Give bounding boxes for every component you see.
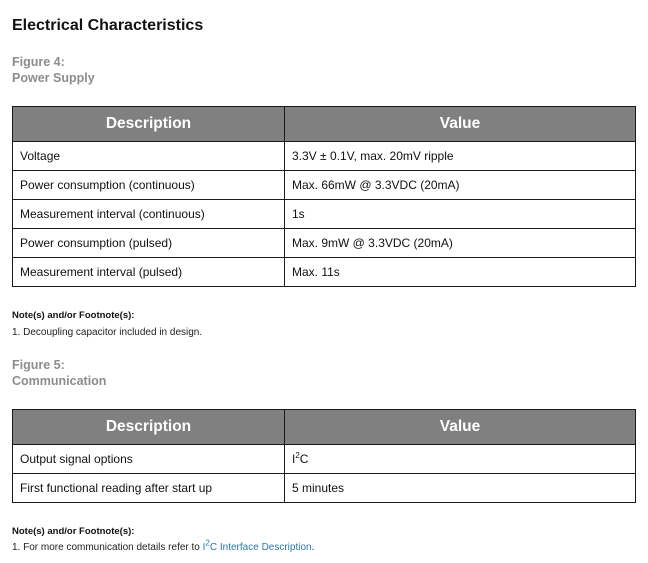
row-description: Power consumption (pulsed): [13, 229, 285, 258]
note-1-text: 1. For more communication details refer to: [12, 542, 203, 553]
row-value: 1s: [285, 200, 636, 229]
row-value: 5 minutes: [285, 474, 636, 503]
row-value: 3.3V ± 0.1V, max. 20mV ripple: [285, 142, 636, 171]
i2c-interface-link[interactable]: [202, 538, 312, 553]
table-row: [13, 142, 636, 171]
figure-4-note-1: 1. Decoupling capacitor included in design.: [12, 327, 203, 338]
figure-5-label: Figure 5:: [12, 358, 65, 372]
section-heading: Electrical Characteristics: [12, 17, 204, 34]
link-prefix[interactable]: I: [202, 542, 206, 553]
row-description: First functional reading after start up: [13, 474, 285, 503]
description-header: Description: [13, 410, 285, 445]
power-supply-table: [12, 106, 636, 287]
value-superscript: 2: [295, 451, 300, 460]
row-value: [285, 445, 636, 474]
note-1-end: .: [311, 542, 315, 553]
communication-table: [12, 409, 636, 503]
link-superscript[interactable]: 2: [205, 538, 210, 548]
value-prefix: I: [292, 452, 296, 466]
table-row: [13, 258, 636, 287]
row-value: Max. 11s: [285, 258, 636, 287]
table-header-row: [13, 107, 636, 142]
row-description: Measurement interval (pulsed): [13, 258, 285, 287]
figure-4-notes-heading: Note(s) and/or Footnote(s):: [12, 310, 135, 321]
table-row: [13, 474, 636, 503]
row-description: Output signal options: [13, 445, 285, 474]
figure-5-title: Communication: [12, 374, 107, 388]
row-value: Max. 9mW @ 3.3VDC (20mA): [285, 229, 636, 258]
table-row: [13, 229, 636, 258]
figure-4-caption: [12, 54, 95, 86]
figure-5-caption: [12, 357, 106, 389]
table-header-row: [13, 410, 636, 445]
value-header: Value: [285, 107, 636, 142]
table-row: [13, 445, 636, 474]
value-suffix: C: [299, 452, 309, 466]
row-value: Max. 66mW @ 3.3VDC (20mA): [285, 171, 636, 200]
row-description: Voltage: [13, 142, 285, 171]
figure-4-title: Power Supply: [12, 71, 95, 85]
table-row: [13, 200, 636, 229]
table-row: [13, 171, 636, 200]
figure-5-notes-heading: Note(s) and/or Footnote(s):: [12, 526, 135, 537]
figure-5-note-1: [12, 538, 315, 553]
row-description: Measurement interval (continuous): [13, 200, 285, 229]
link-suffix[interactable]: C Interface Description: [209, 542, 312, 553]
figure-4-label: Figure 4:: [12, 55, 65, 69]
row-description: Power consumption (continuous): [13, 171, 285, 200]
description-header: Description: [13, 107, 285, 142]
value-header: Value: [285, 410, 636, 445]
